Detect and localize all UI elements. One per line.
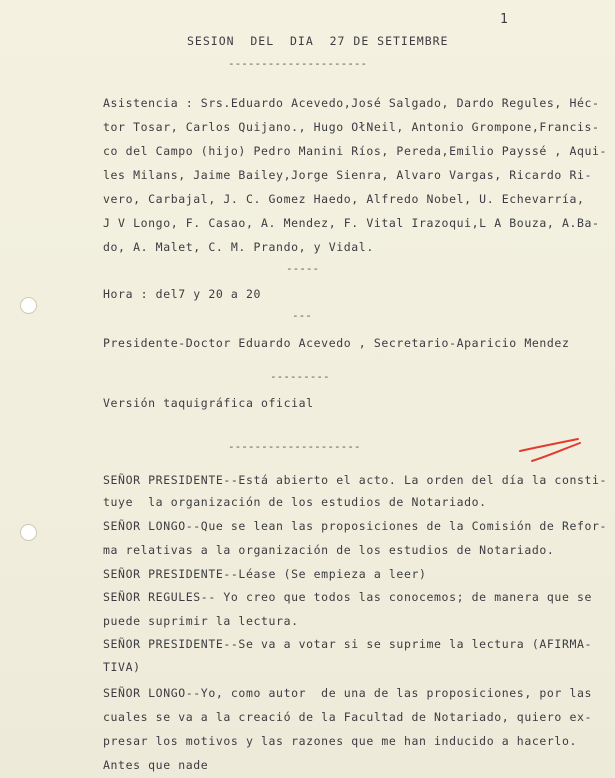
transcript-line: SEÑOR PRESIDENTE--Léase (Se empieza a leer) bbox=[103, 567, 427, 581]
attendance-line: J V Longo, F. Casao, A. Mendez, F. Vital Irazoqui,L A Bouza, A.Ba- bbox=[103, 216, 600, 230]
separator-title: --------------------- bbox=[228, 57, 368, 70]
red-pencil-mark bbox=[518, 437, 582, 463]
session-title: SESION DEL DIA 27 DE SETIEMBRE bbox=[187, 34, 449, 48]
officers-line: Presidente-Doctor Eduardo Acevedo , Secretario-Aparicio Mendez bbox=[103, 336, 570, 350]
separator-officers: --------- bbox=[270, 370, 330, 383]
separator-time: --- bbox=[292, 309, 312, 322]
separator-attendance: ----- bbox=[286, 262, 320, 275]
transcript-line: cuales se va a la creació de la Facultad de Notariado, quiero ex- bbox=[103, 710, 593, 724]
attendance-line: les Milans, Jaime Bailey,Jorge Sienra, Alvaro Vargas, Ricardo Ri- bbox=[103, 168, 593, 182]
attendance-line: tor Tosar, Carlos Quijano., Hugo OłNeil, Antonio Grompone,Francis- bbox=[103, 120, 600, 134]
transcript-line: SEÑOR LONGO--Yo, como autor de una de las proposiciones, por las bbox=[103, 686, 593, 700]
punch-hole-lower bbox=[20, 524, 37, 541]
transcript-line: ma relativas a la organización de los estudios de Notariado. bbox=[103, 543, 555, 557]
transcript-line: presar los motivos y las razones que me han inducido a hacerlo. bbox=[103, 734, 577, 748]
time-line: Hora : del7 y 20 a 20 bbox=[103, 287, 261, 301]
transcript-line: SEÑOR LONGO--Que se lean las proposiciones de la Comisión de Refor- bbox=[103, 519, 608, 533]
attendance-line: co del Campo (hijo) Pedro Manini Ríos, Pereda,Emilio Payssé , Aqui- bbox=[103, 144, 608, 158]
transcript-line: SEÑOR PRESIDENTE--Se va a votar si se suprime la lectura (AFIRMA- bbox=[103, 637, 593, 651]
transcript-line: SEÑOR REGULES-- Yo creo que todos las conocemos; de manera que se bbox=[103, 590, 593, 604]
attendance-line: do, A. Malet, C. M. Prando, y Vidal. bbox=[103, 240, 374, 254]
transcript-line: puede suprimir la lectura. bbox=[103, 614, 299, 628]
punch-hole-upper bbox=[20, 297, 37, 314]
transcript-line: SEÑOR PRESIDENTE--Está abierto el acto. La orden del día la consti- bbox=[103, 473, 608, 487]
version-line: Versión taquigráfica oficial bbox=[103, 396, 314, 410]
transcript-line: Antes que nade bbox=[103, 758, 209, 772]
transcript-line: TIVA) bbox=[103, 660, 141, 674]
page-number: 1 bbox=[500, 12, 508, 27]
attendance-line: vero, Carbajal, J. C. Gomez Haedo, Alfredo Nobel, U. Echevarría, bbox=[103, 192, 585, 206]
separator-version: -------------------- bbox=[228, 440, 361, 453]
attendance-line: Asistencia : Srs.Eduardo Acevedo,José Salgado, Dardo Regules, Héc- bbox=[103, 96, 600, 110]
transcript-line: tuye la organización de los estudios de Notariado. bbox=[103, 495, 487, 509]
